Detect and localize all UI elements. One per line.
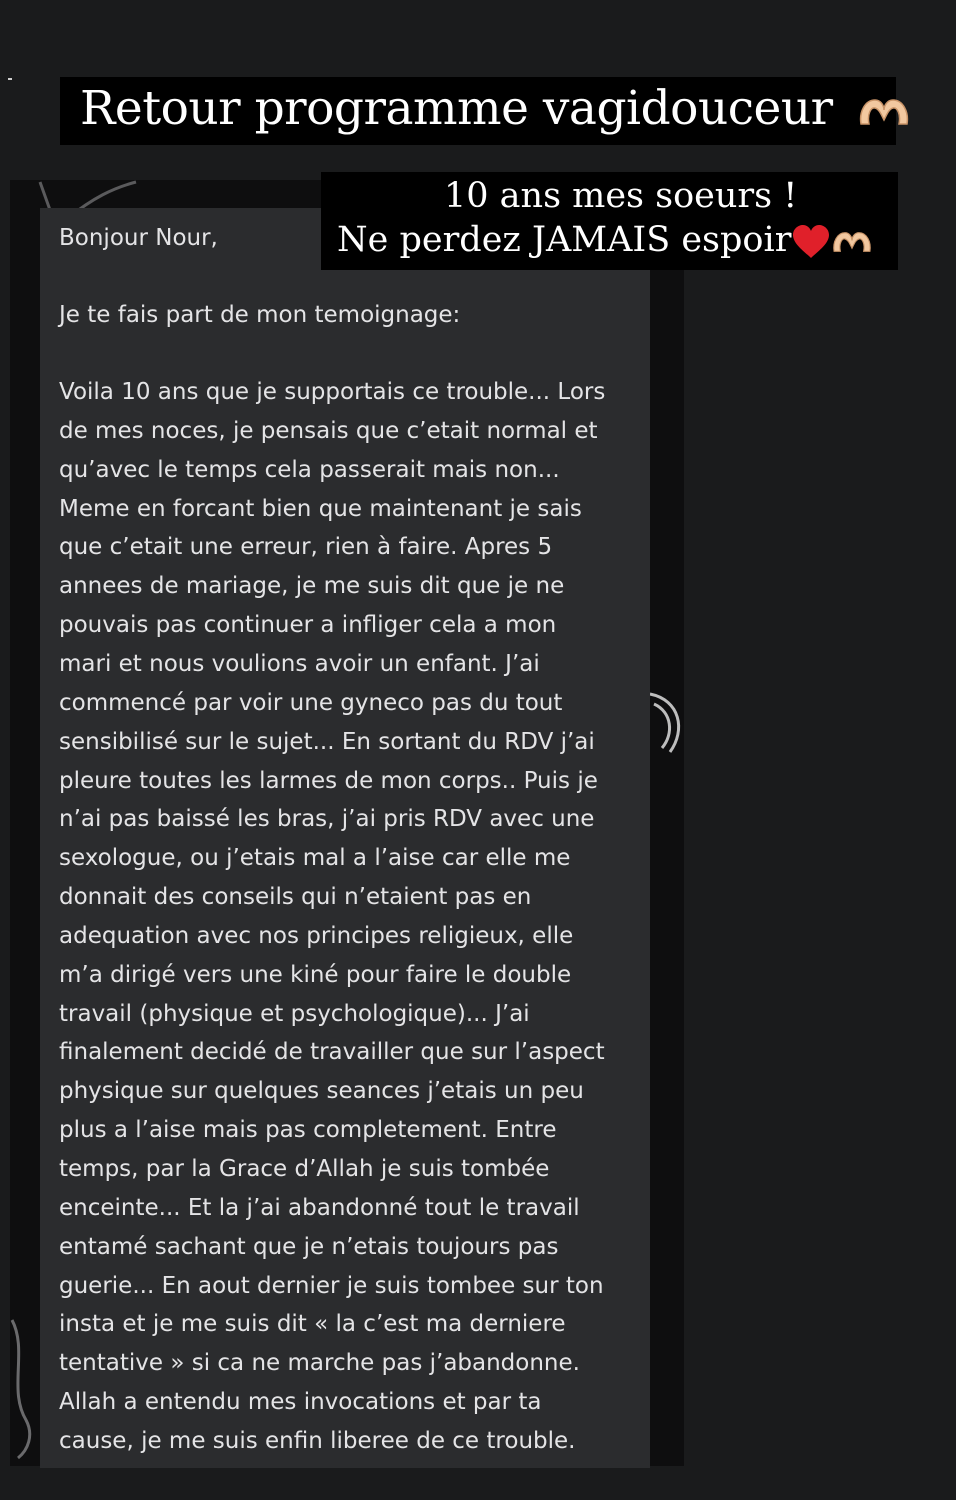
- story-subtitle-line2-text: Ne perdez JAMAIS espoir: [337, 220, 792, 260]
- message-body-line: entamé sachant que je n’etais toujours pas: [59, 1233, 559, 1260]
- message-body-line: insta et je me suis dit « la c’est ma derniere: [59, 1311, 566, 1338]
- message-body-line: enceinte... Et la j’ai abandonné tout le travail: [59, 1194, 580, 1221]
- story-title-text: Retour programme vagidouceur: [80, 81, 833, 136]
- message-body-line: plus a l’aise mais pas completement. Entre: [59, 1117, 557, 1144]
- story-subtitle-line1: 10 ans mes soeurs !: [444, 176, 798, 216]
- story-title: [80, 77, 911, 145]
- message-body-line: de mes noces, je pensais que c’etait normal et: [59, 417, 598, 444]
- message-body-line: qu’avec le temps cela passerait mais non...: [59, 456, 560, 483]
- edge-mark: [8, 78, 12, 80]
- message-body-line: Meme en forcant bien que maintenant je sais: [59, 495, 582, 522]
- message-greeting: Bonjour Nour,: [59, 225, 218, 251]
- message-body-line: adequation avec nos principes religieux, elle: [59, 922, 574, 949]
- message-body-line: finalement decidé de travailler que sur l’aspect: [59, 1039, 605, 1066]
- red-heart-icon: [791, 224, 831, 260]
- message-body-line: n’ai pas baissé les bras, j’ai pris RDV avec une: [59, 806, 595, 833]
- message-body-line: Voila 10 ans que je supportais ce trouble... Lors: [59, 379, 606, 405]
- message-body-line: sexologue, ou j’etais mal a l’aise car elle me: [59, 845, 571, 872]
- message-body-line: travail (physique et psychologique)... J’ai: [59, 1000, 530, 1027]
- message-body-line: donnait des conseils qui n’etaient pas en: [59, 884, 532, 911]
- message-body-line: que c’etait une erreur, rien à faire. Apres 5: [59, 534, 553, 561]
- message-body-line: tentative » si ca ne marche pas j’abandonne.: [59, 1350, 580, 1377]
- heart-hands-icon: [857, 94, 911, 130]
- story-subtitle-line2: [337, 220, 873, 260]
- message-body-line: physique sur quelques seances j’etais un peu: [59, 1078, 584, 1105]
- message-body-line: pleure toutes les larmes de mon corps.. Puis je: [59, 767, 598, 794]
- heart-hands-icon: [831, 227, 873, 257]
- message-body-line: temps, par la Grace d’Allah je suis tombée: [59, 1156, 550, 1182]
- message-body-line: pouvais pas continuer a infliger cela a mon: [59, 612, 557, 639]
- message-body-line: sensibilisé sur le sujet... En sortant du RDV j’ai: [59, 728, 595, 755]
- message-body-line: Allah a entendu mes invocations et par ta: [59, 1389, 542, 1416]
- message-body-line: annees de mariage, je me suis dit que je ne: [59, 573, 565, 600]
- message-body-line: cause, je me suis enfin liberee de ce trouble.: [59, 1427, 576, 1454]
- message-intro: Je te fais part de mon temoignage:: [59, 302, 461, 328]
- message-body-line: mari et nous voulions avoir un enfant. J’ai: [59, 650, 540, 677]
- message-body-line: commencé par voir une gyneco pas du tout: [59, 689, 563, 716]
- message-body-line: guerie... En aout dernier je suis tombee sur ton: [59, 1272, 604, 1299]
- message-body-line: m’a dirigé vers une kiné pour faire le double: [59, 961, 572, 988]
